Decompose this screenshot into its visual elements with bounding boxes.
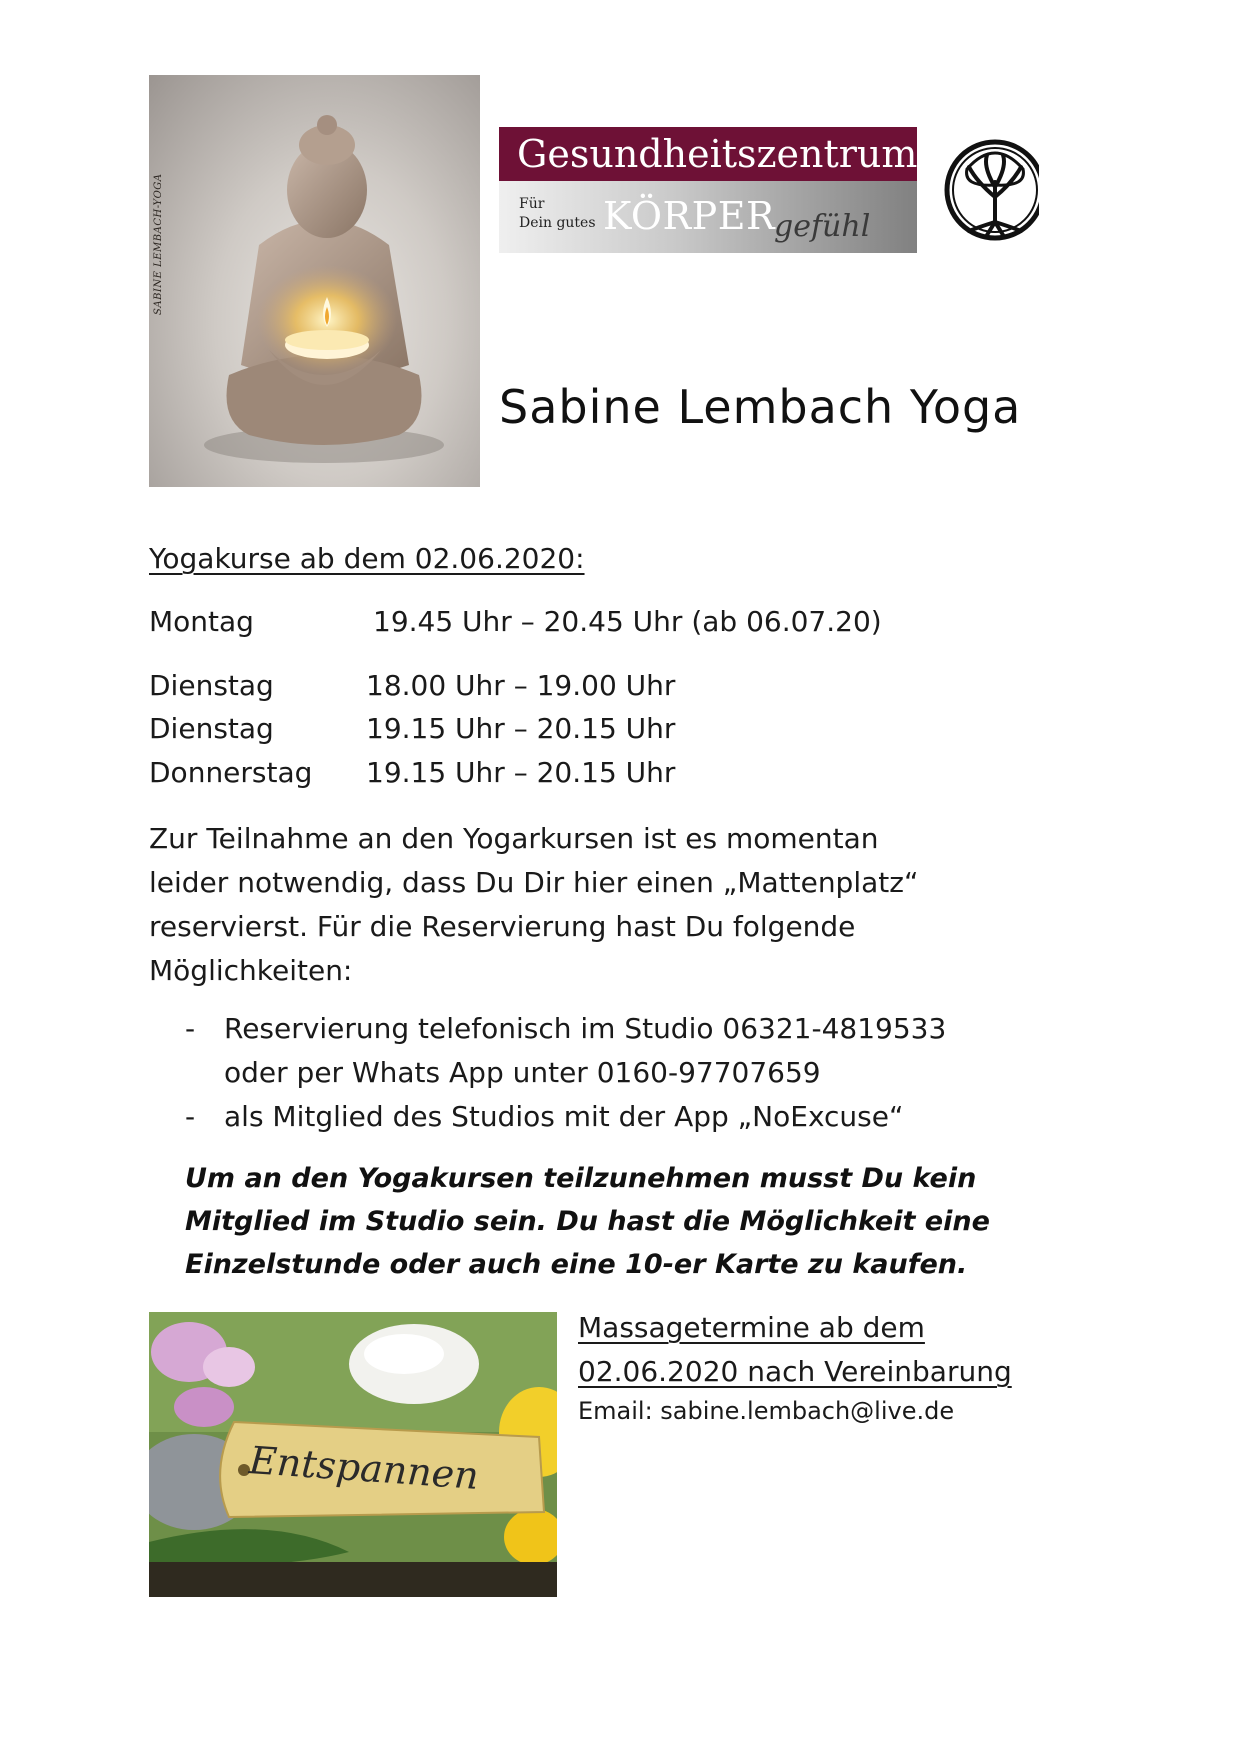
note-line: Um an den Yogakursen teilzunehmen musst Du kein	[185, 1163, 977, 1194]
bullet-line: als Mitglied des Studios mit der App „NoExcuse“	[224, 1100, 904, 1133]
email-contact[interactable]: Email: sabine.lembach@live.de	[578, 1397, 955, 1425]
membership-note	[185, 1157, 990, 1286]
reservation-paragraph	[149, 817, 1049, 993]
logo-gefuehl-text: gefühl	[774, 209, 871, 244]
schedule-day: Montag	[149, 605, 254, 638]
schedule-day: Dienstag	[149, 712, 274, 745]
schedule-time: 18.00 Uhr – 19.00 Uhr	[366, 669, 676, 702]
logo-banner	[499, 127, 1039, 253]
bullet-line: oder per Whats App unter 0160-97707659	[224, 1056, 821, 1089]
schedule-day: Donnerstag	[149, 756, 313, 789]
courses-heading: Yogakurse ab dem 02.06.2020:	[149, 542, 585, 575]
massage-heading-line: 02.06.2020 nach Vereinbarung	[578, 1355, 1012, 1388]
logo-koerper-text: KÖRPER	[603, 194, 776, 238]
tree-of-life-icon	[917, 127, 1039, 253]
massage-heading	[578, 1306, 1012, 1394]
page-title: Sabine Lembach Yoga	[499, 380, 1022, 434]
schedule-day: Dienstag	[149, 669, 274, 702]
schedule-time: 19.15 Uhr – 20.15 Uhr	[366, 712, 676, 745]
note-line: Einzelstunde oder auch eine 10-er Karte zu kaufen.	[185, 1249, 968, 1280]
paragraph-line: reservierst. Für die Reservierung hast Du folgende	[149, 910, 856, 943]
buddha-candle-icon	[149, 75, 480, 487]
note-line: Mitglied im Studio sein. Du hast die Möglichkeit eine	[185, 1206, 990, 1237]
tag-text: Entspannen	[247, 1438, 481, 1498]
schedule-time: 19.15 Uhr – 20.15 Uhr	[366, 756, 676, 789]
paragraph-line: Möglichkeiten:	[149, 954, 353, 987]
relax-photo	[149, 1312, 557, 1597]
massage-heading-line: Massagetermine ab dem	[578, 1311, 925, 1344]
buddha-photo	[149, 75, 480, 487]
logo-fuer-text: Für Dein gutes	[519, 196, 596, 231]
paragraph-line: leider notwendig, dass Du Dir hier einen „Mattenplatz“	[149, 866, 919, 899]
bullet-line: Reservierung telefonisch im Studio 06321-4819533	[224, 1012, 947, 1045]
logo-title: Gesundheitszentrum	[499, 127, 939, 181]
bullet-dash: -	[185, 1100, 196, 1133]
schedule-time: 19.45 Uhr – 20.45 Uhr (ab 06.07.20)	[373, 605, 882, 638]
photo-caption: SABINE LEMBACH-YOGA	[153, 173, 164, 315]
bullet-dash: -	[185, 1012, 196, 1045]
paragraph-line: Zur Teilnahme an den Yogarkursen ist es momentan	[149, 822, 879, 855]
